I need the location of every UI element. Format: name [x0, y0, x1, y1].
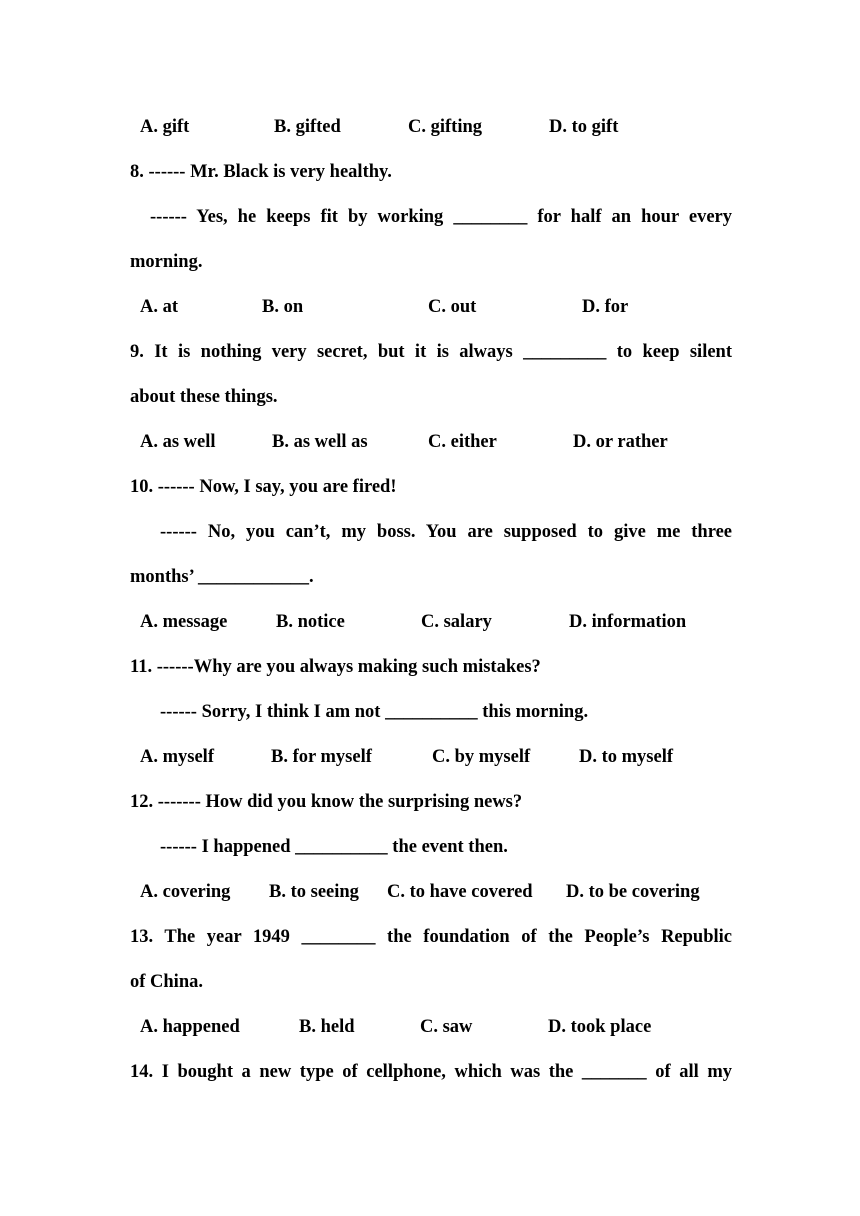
q12-option-d: D. to be covering	[566, 882, 700, 902]
q9-stem-line2: about these things.	[130, 387, 278, 407]
q9-option-b: B. as well as	[272, 432, 368, 452]
q13-options	[130, 1014, 732, 1040]
q7-option-b: B. gifted	[274, 117, 341, 137]
q13-stem-line2: of China.	[130, 972, 203, 992]
q8-option-d: D. for	[582, 297, 629, 317]
q11-reply: ------ Sorry, I think I am not __________ this morning.	[160, 702, 589, 722]
q9-option-a: A. as well	[140, 432, 216, 452]
q13-option-d: D. took place	[548, 1017, 652, 1037]
q7-option-c: C. gifting	[408, 117, 482, 137]
q10-option-c: C. salary	[421, 612, 492, 632]
q11-option-d: D. to myself	[579, 747, 674, 767]
q12-option-a: A. covering	[140, 882, 231, 902]
q8-option-b: B. on	[262, 297, 304, 317]
q14-stem-line1: 14. I bought a new type of cellphone, which was the _______ of all my	[130, 1062, 732, 1082]
q10-option-d: D. information	[569, 612, 687, 632]
q7-option-d: D. to gift	[549, 117, 619, 137]
q11-option-b: B. for myself	[271, 747, 372, 767]
q9-stem-line1: 9. It is nothing very secret, but it is always _________ to keep silent	[130, 342, 732, 362]
q10-options	[130, 609, 732, 635]
q9-option-c: C. either	[428, 432, 497, 452]
q12-options	[130, 879, 732, 905]
q8-options	[130, 294, 732, 320]
q9-option-d: D. or rather	[573, 432, 668, 452]
q12-option-b: B. to seeing	[269, 882, 359, 902]
q12-reply: ------ I happened __________ the event then.	[160, 837, 508, 857]
q8-option-a: A. at	[140, 297, 179, 317]
q11-stem: 11. ------Why are you always making such mistakes?	[130, 657, 541, 677]
q13-option-b: B. held	[299, 1017, 355, 1037]
q13-option-c: C. saw	[420, 1017, 473, 1037]
q10-option-b: B. notice	[276, 612, 345, 632]
q12-option-c: C. to have covered	[387, 882, 533, 902]
q10-option-a: A. message	[140, 612, 228, 632]
q9-options	[130, 429, 732, 455]
q7-option-a: A. gift	[140, 117, 190, 137]
q11-options	[130, 744, 732, 770]
q8-option-c: C. out	[428, 297, 477, 317]
q10-reply-line2: months’ ____________.	[130, 567, 314, 587]
q11-option-c: C. by myself	[432, 747, 531, 767]
q8-stem: 8. ------ Mr. Black is very healthy.	[130, 162, 392, 182]
q13-stem-line1: 13. The year 1949 ________ the foundation of the People’s Republic	[130, 927, 732, 947]
q12-stem: 12. ------- How did you know the surprising news?	[130, 792, 523, 812]
q10-stem: 10. ------ Now, I say, you are fired!	[130, 477, 397, 497]
q13-option-a: A. happened	[140, 1017, 240, 1037]
q8-reply-line1: ------ Yes, he keeps fit by working ________ for half an hour every	[150, 207, 732, 227]
q8-reply-line2: morning.	[130, 252, 203, 272]
q10-reply-line1: ------ No, you can’t, my boss. You are supposed to give me three	[160, 522, 732, 542]
q11-option-a: A. myself	[140, 747, 214, 767]
q7-options	[130, 114, 732, 140]
